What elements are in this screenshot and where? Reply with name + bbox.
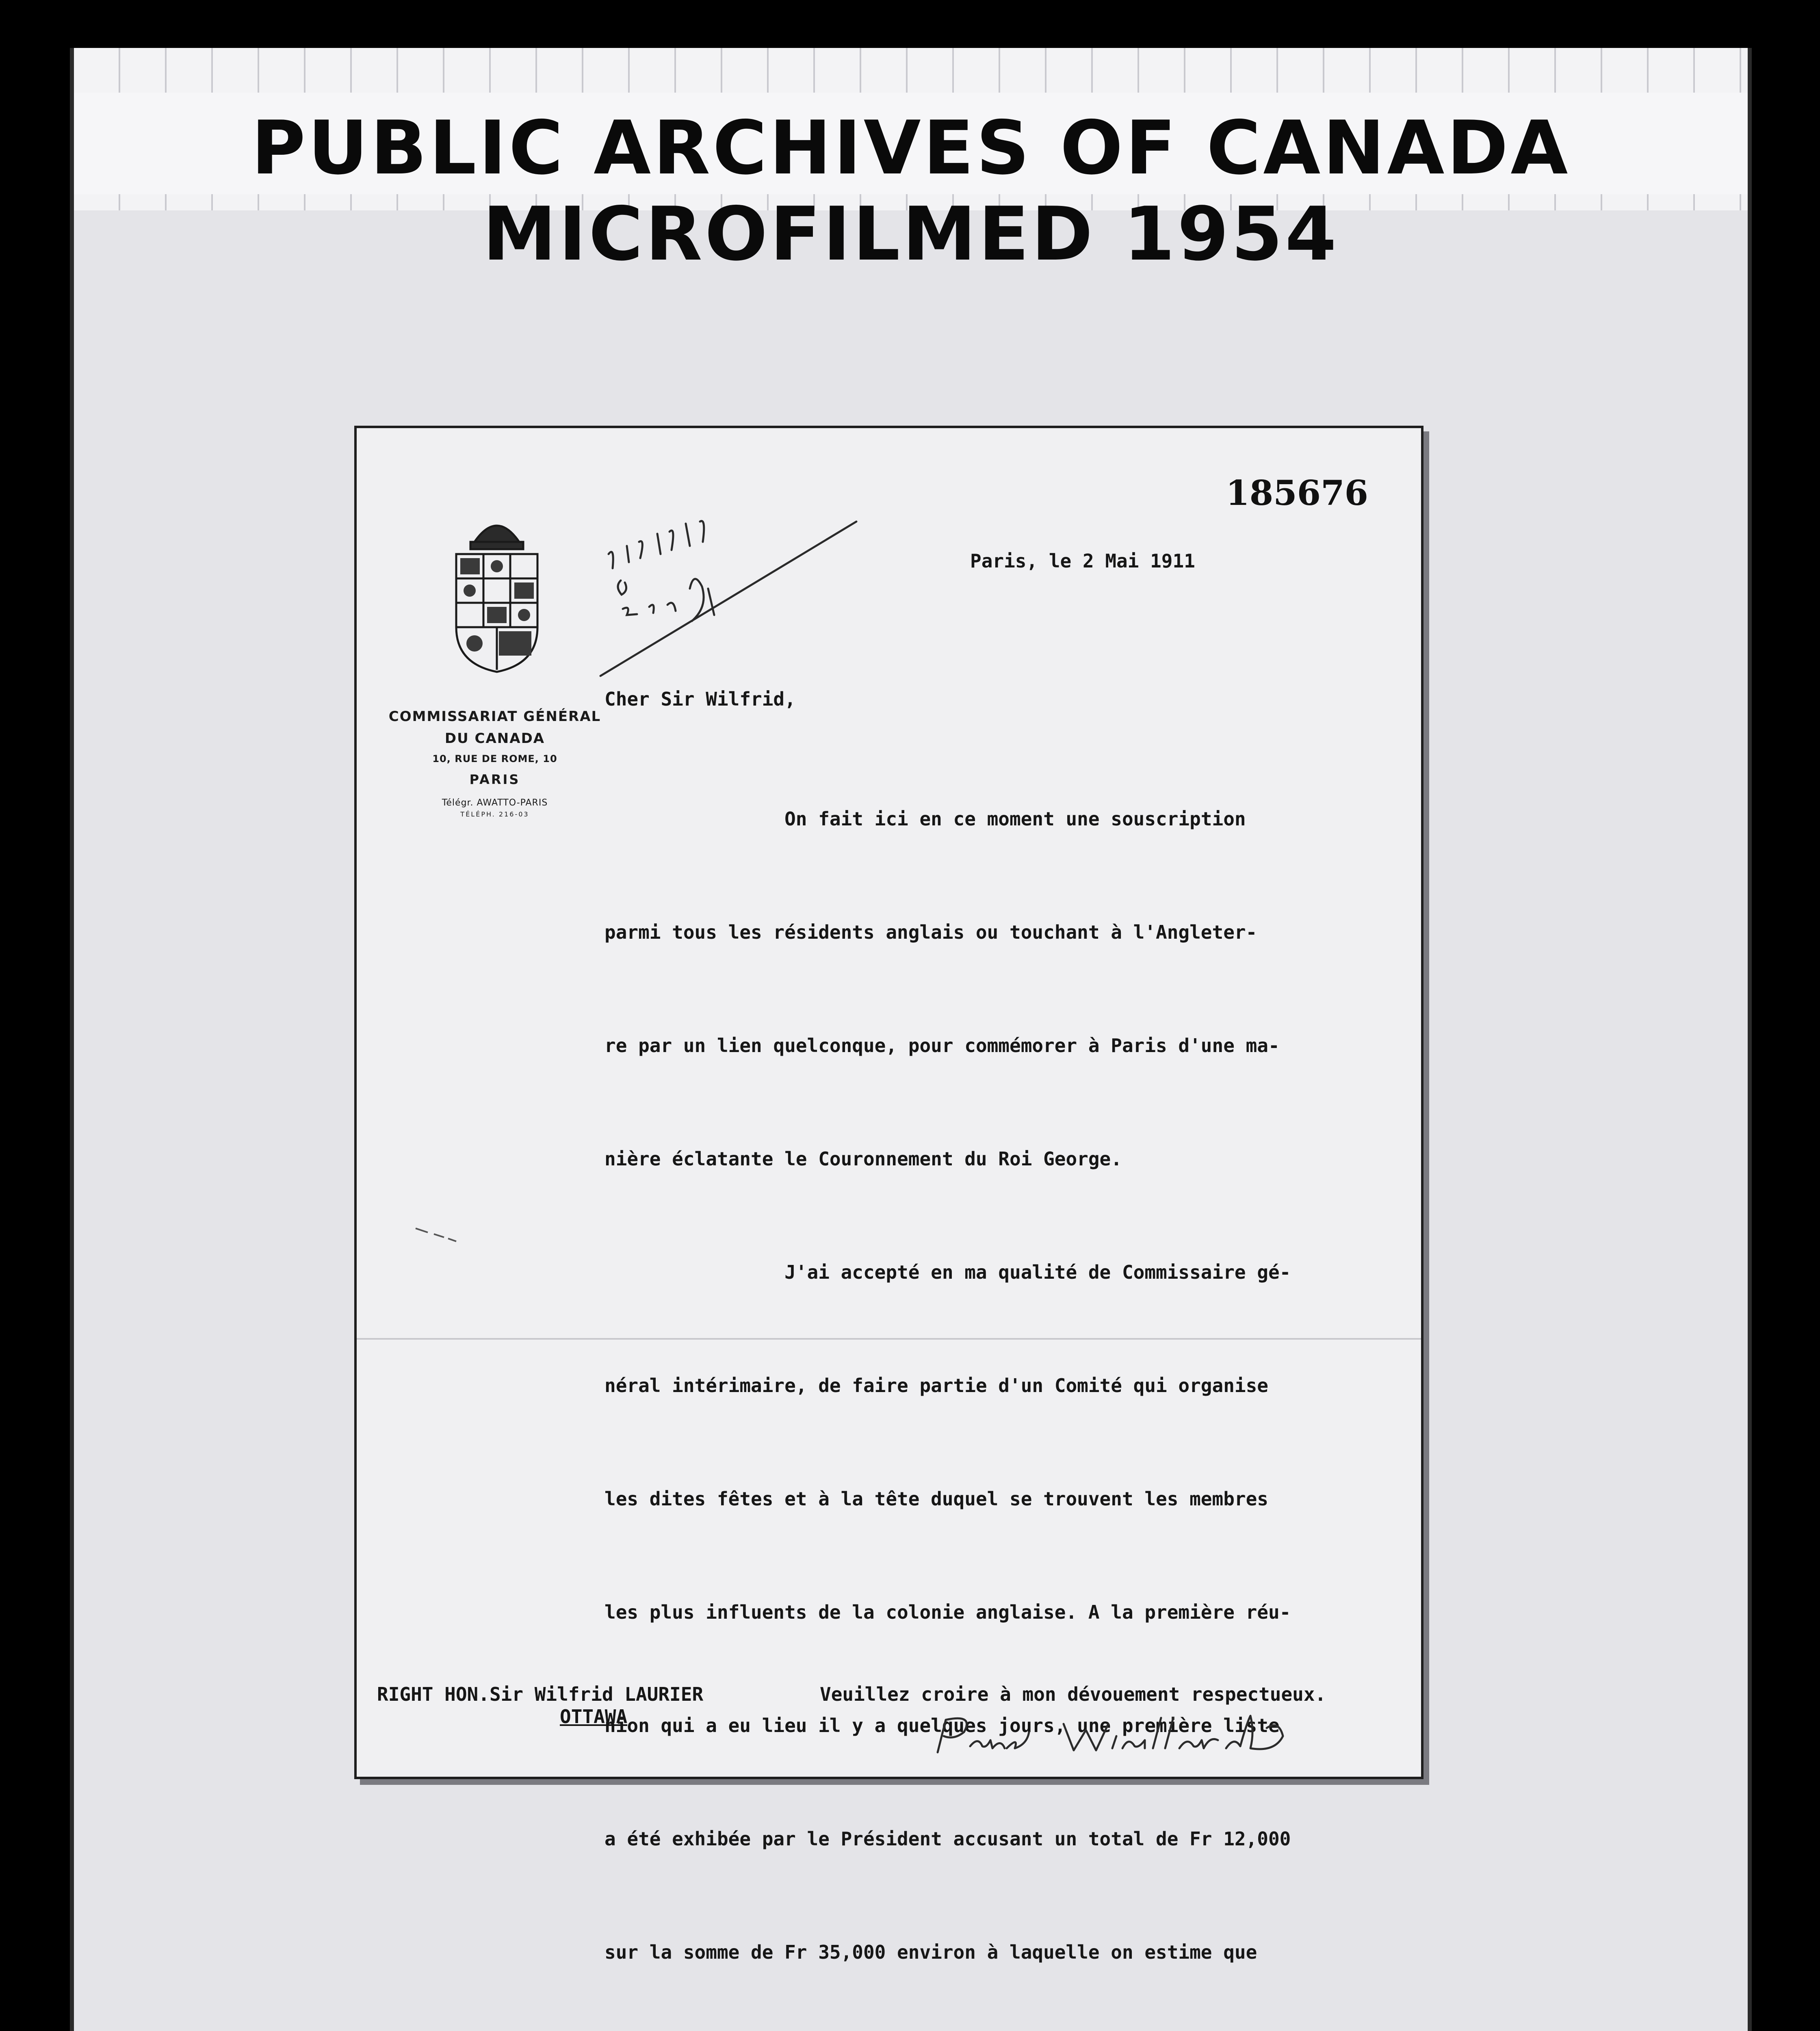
archive-header-strip — [74, 48, 1748, 277]
letter-body — [604, 725, 1291, 2031]
handwritten-annotation-icon — [592, 485, 901, 696]
letterhead-telegraph: Télégr. AWATTO-PARIS — [442, 798, 548, 808]
margin-pencil-mark-icon — [412, 1220, 460, 1245]
body-line: On fait ici en ce moment une souscription — [604, 808, 1246, 830]
handwritten-signature — [925, 1708, 1324, 1765]
letterhead-country: DU CANADA — [444, 730, 545, 747]
body-line: re par un lien quelconque, pour commémorer à Paris d'une ma- — [604, 1035, 1280, 1057]
body-line: néral intérimaire, de faire partie d'un Comité qui organise — [604, 1375, 1268, 1397]
body-line: sur la somme de Fr 35,000 environ à laquelle on estime que — [604, 1941, 1257, 1963]
body-line: les dites fêtes et à la tête duquel se trouvent les membres — [604, 1488, 1268, 1510]
archive-header-title: PUBLIC ARCHIVES OF CANADA MICROFILMED 1954 — [251, 105, 1571, 277]
letterhead-city: PARIS — [469, 772, 520, 787]
document-number: 185676 — [1226, 473, 1368, 513]
body-line: nion qui a eu lieu il y a quelques jours, une première liste — [604, 1715, 1280, 1737]
letter-salutation: Cher Sir Wilfrid, — [604, 688, 796, 710]
body-line: parmi tous les résidents anglais ou touchant à l'Angleter- — [604, 921, 1257, 943]
letter-dateline: Paris, le 2 Mai 1911 — [970, 550, 1195, 572]
letterhead-telephone: TÉLÉPH. 216-03 — [460, 810, 529, 818]
letter-sheet — [354, 426, 1424, 1963]
body-line: J'ai accepté en ma qualité de Commissaire gé- — [604, 1261, 1291, 1283]
letterhead — [381, 708, 609, 818]
letterhead-street: 10, RUE DE ROME, 10 — [432, 753, 557, 764]
recipient-city: OTTAWA — [560, 1706, 628, 1728]
body-line: les plus influents de la colonie anglaise. A la première réu- — [604, 1601, 1291, 1623]
body-line: nière éclatante le Couronnement du Roi George. — [604, 1148, 1122, 1170]
microfilm-frame — [70, 48, 1752, 2031]
letterhead-office: COMMISSARIAT GÉNÉRAL — [388, 708, 601, 725]
coat-of-arms-icon — [446, 505, 548, 676]
body-line: a été exhibée par le Président accusant un total de Fr 12,000 — [604, 1828, 1291, 1850]
letter-closing: Veuillez croire à mon dévouement respectueux. — [820, 1683, 1326, 1705]
recipient-name: RIGHT HON.Sir Wilfrid LAURIER — [377, 1683, 704, 1705]
